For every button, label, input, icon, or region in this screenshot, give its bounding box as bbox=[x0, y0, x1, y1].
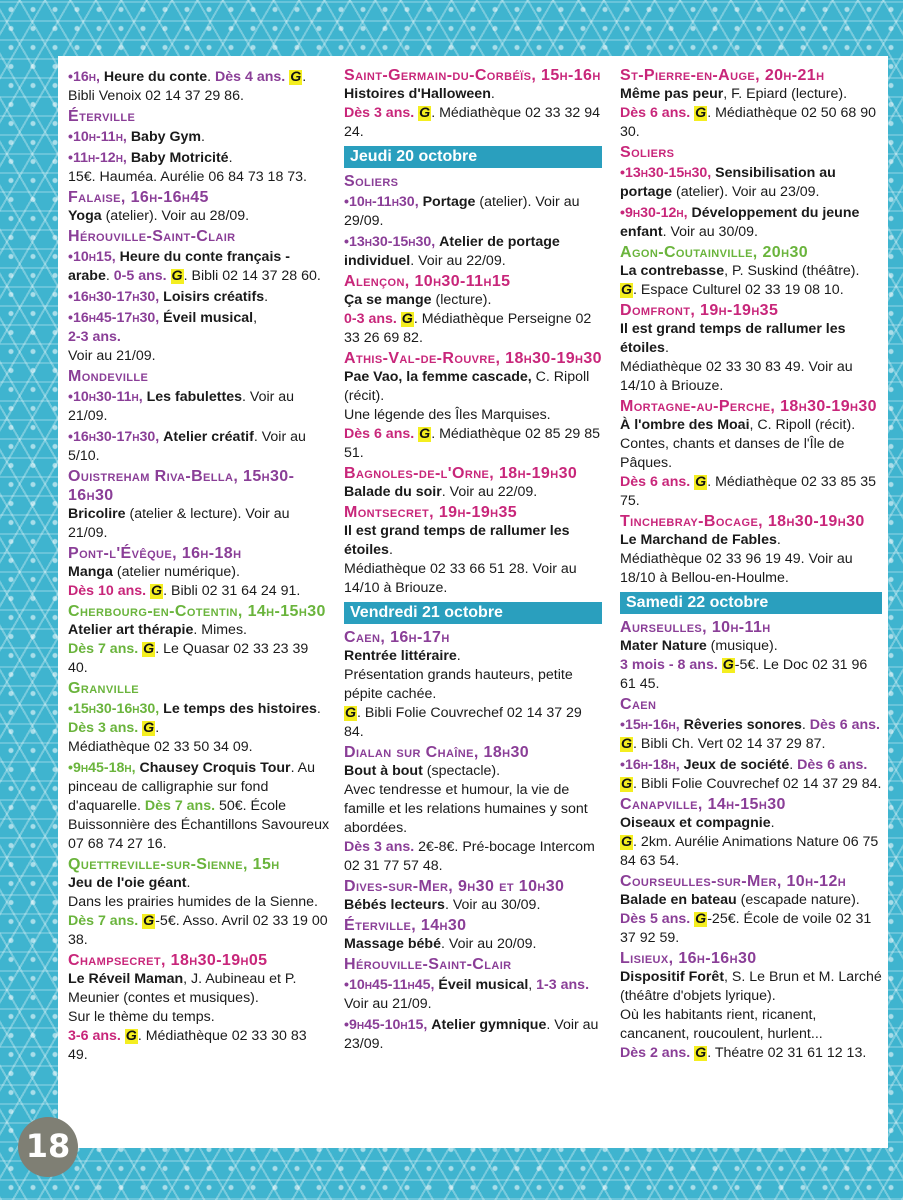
gratuit-badge: G bbox=[621, 834, 633, 850]
place-heading: Mortagne-au-Perche, 18h30-19h30 bbox=[620, 398, 877, 415]
event-item: Pae Vao, la femme cascade, C. Ripoll (récit). Une légende des Îles Marquises. Dès 6 ans. G. Médiathèque 02 85 29 85 51. bbox=[344, 369, 601, 461]
gratuit-badge: G bbox=[419, 105, 431, 121]
place-heading: Champsecret, 18h30-19h05 bbox=[68, 952, 268, 969]
event-item: •15h-16h, Rêveries sonores. Dès 6 ans. G. Bibli Ch. Vert 02 14 37 29 87. bbox=[620, 717, 880, 752]
gratuit-badge: G bbox=[722, 657, 734, 673]
event-item: Oiseaux et compagnie. G. 2km. Aurélie Animations Nature 06 75 84 63 54. bbox=[620, 815, 879, 869]
agenda-column-2 bbox=[344, 66, 602, 1055]
place-heading: Alençon, 10h30-11h15 bbox=[344, 273, 511, 290]
place-heading: Aurseulles, 10h-11h bbox=[620, 619, 771, 636]
gratuit-badge: G bbox=[151, 583, 163, 599]
place-heading: Mondeville bbox=[68, 368, 149, 385]
event-item: Rentrée littéraire. Présentation grands hauteurs, petite pépite cachée. G. Bibli Folie Couvrechef 02 14 37 29 84. bbox=[344, 648, 582, 740]
event-item: Il est grand temps de rallumer les étoiles. Médiathèque 02 33 66 51 28. Voir au 14/10 à Briouze. bbox=[344, 523, 577, 596]
event-item: Bout à bout (spectacle). Avec tendresse et humour, la vie de famille et les relations humaines y sont abordées. Dès 3 ans. 2€-8€. Pré-bocage Intercom 02 31 77 57 48. bbox=[344, 763, 595, 874]
gratuit-badge: G bbox=[143, 913, 155, 929]
event-item: Ça se mange (lecture). 0-3 ans. G. Médiathèque Perseigne 02 33 26 69 82. bbox=[344, 292, 592, 346]
gratuit-badge: G bbox=[621, 776, 633, 792]
place-heading: Éterville bbox=[68, 108, 136, 125]
place-heading: Ouistreham Riva-Bella, 15h30-16h30 bbox=[68, 468, 295, 504]
gratuit-badge: G bbox=[621, 736, 633, 752]
gratuit-badge: G bbox=[345, 705, 357, 721]
event-item: Dispositif Forêt, S. Le Brun et M. Larché (théâtre d'objets lyrique). Où les habitants rient, ricanent, cancanent, roucoulent, hurlent... Dès 2 ans. G. Théatre 02 31 61 12 13. bbox=[620, 969, 882, 1061]
event-item: Le Réveil Maman, J. Aubineau et P. Meunier (contes et musiques). Sur le thème du temps. 3-6 ans. G. Médiathèque 02 33 30 83 49. bbox=[68, 971, 307, 1063]
event-item: Bébés lecteurs. Voir au 30/09. bbox=[344, 897, 541, 913]
agenda-column-1 bbox=[68, 66, 330, 1066]
gratuit-badge: G bbox=[419, 426, 431, 442]
event-item: •11h-12h, Baby Motricité. 15€. Hauméa. Aurélie 06 84 73 18 73. bbox=[68, 150, 307, 185]
place-heading: Soliers bbox=[620, 144, 675, 161]
place-heading: Tinchebray-Bocage, 18h30-19h30 bbox=[620, 513, 865, 530]
event-item: •16h45-17h30, Éveil musical, 2-3 ans. Voir au 21/09. bbox=[68, 310, 258, 364]
event-item: •10h30-11h, Les fabulettes. Voir au 21/09. bbox=[68, 389, 295, 424]
place-heading: Falaise, 16h-16h45 bbox=[68, 189, 209, 206]
gratuit-badge: G bbox=[621, 282, 633, 298]
place-heading: Montsecret, 19h-19h35 bbox=[344, 504, 518, 521]
event-item: •9h45-18h, Chausey Croquis Tour. Au pinceau de calligraphie sur fond d'aquarelle. Dès 7 ans. 50€. École Buissonnière des Échantillons Savoureux 07 68 74 27 16. bbox=[68, 760, 330, 852]
day-header: Samedi 22 octobre bbox=[620, 592, 882, 614]
page-number: 18 bbox=[18, 1117, 78, 1177]
event-item: •10h-11h30, Portage (atelier). Voir au 29/09. bbox=[344, 194, 580, 229]
event-item: Il est grand temps de rallumer les étoiles. Médiathèque 02 33 30 83 49. Voir au 14/10 à Briouze. bbox=[620, 321, 853, 394]
place-heading: Cherbourg-en-Cotentin, 14h-15h30 bbox=[68, 603, 326, 620]
event-item: Atelier art thérapie. Mimes. Dès 7 ans. G. Le Quasar 02 33 23 39 40. bbox=[68, 622, 309, 676]
place-heading: Pont-l'Évêque, 16h-18h bbox=[68, 545, 242, 562]
event-item: Même pas peur, F. Epiard (lecture). Dès 6 ans. G. Médiathèque 02 50 68 90 30. bbox=[620, 86, 877, 140]
place-heading: Dives-sur-Mer, 9h30 et 10h30 bbox=[344, 878, 565, 895]
place-heading: Dialan sur Chaîne, 18h30 bbox=[344, 744, 530, 761]
place-heading: Hérouville-Saint-Clair bbox=[344, 956, 512, 973]
event-item: Histoires d'Halloween. Dès 3 ans. G. Médiathèque 02 33 32 94 24. bbox=[344, 86, 601, 140]
place-heading: Quettreville-sur-Sienne, 15h bbox=[68, 856, 280, 873]
event-item: Balade du soir. Voir au 22/09. bbox=[344, 484, 538, 500]
agenda-page bbox=[58, 56, 888, 1148]
gratuit-badge: G bbox=[143, 720, 155, 736]
gratuit-badge: G bbox=[695, 1045, 707, 1061]
event-item: •16h-18h, Jeux de société. Dès 6 ans. G. Bibli Folie Couvrechef 02 14 37 29 84. bbox=[620, 757, 882, 792]
event-item: Le Marchand de Fables. Médiathèque 02 33 96 19 49. Voir au 18/10 à Bellou-en-Houlme. bbox=[620, 532, 853, 586]
place-heading: Saint-Germain-du-Corbéïs, 15h-16h bbox=[344, 67, 601, 84]
event-item: •10h15, Heure du conte français - arabe. 0-5 ans. G. Bibli 02 14 37 28 60. bbox=[68, 249, 321, 284]
place-heading: Hérouville-Saint-Clair bbox=[68, 228, 236, 245]
place-heading: Éterville, 14h30 bbox=[344, 917, 467, 934]
event-item: •9h45-10h15, Atelier gymnique. Voir au 23/09. bbox=[344, 1017, 599, 1052]
event-item: Yoga (atelier). Voir au 28/09. bbox=[68, 208, 250, 224]
place-heading: Domfront, 19h-19h35 bbox=[620, 302, 779, 319]
place-heading: Courseulles-sur-Mer, 10h-12h bbox=[620, 873, 847, 890]
agenda-column-3 bbox=[620, 66, 882, 1064]
gratuit-badge: G bbox=[171, 268, 183, 284]
event-item: Massage bébé. Voir au 20/09. bbox=[344, 936, 537, 952]
place-heading: Caen bbox=[620, 696, 657, 713]
event-item: La contrebasse, P. Suskind (théâtre). G. Espace Culturel 02 33 19 08 10. bbox=[620, 263, 860, 298]
place-heading: Canapville, 14h-15h30 bbox=[620, 796, 786, 813]
place-heading: Athis-Val-de-Rouvre, 18h30-19h30 bbox=[344, 350, 602, 367]
event-item: •16h30-17h30, Loisirs créatifs. bbox=[68, 289, 269, 305]
event-item: •9h30-12h, Développement du jeune enfant. Voir au 30/09. bbox=[620, 205, 860, 240]
event-item: •13h30-15h30, Sensibilisation au portage (atelier). Voir au 23/09. bbox=[620, 165, 836, 200]
gratuit-badge: G bbox=[143, 641, 155, 657]
gratuit-badge: G bbox=[290, 69, 302, 85]
event-item: Mater Nature (musique). 3 mois - 8 ans. G-5€. Le Doc 02 31 96 61 45. bbox=[620, 638, 868, 692]
gratuit-badge: G bbox=[401, 311, 413, 327]
gratuit-badge: G bbox=[695, 911, 707, 927]
place-heading: Lisieux, 16h-16h30 bbox=[620, 950, 757, 967]
place-heading: Granville bbox=[68, 680, 140, 697]
event-item: •10h-11h, Baby Gym. bbox=[68, 129, 205, 145]
event-item: Balade en bateau (escapade nature). Dès 5 ans. G-25€. École de voile 02 31 37 92 59. bbox=[620, 892, 872, 946]
day-header: Vendredi 21 octobre bbox=[344, 602, 602, 624]
event-item: •13h30-15h30, Atelier de portage individuel. Voir au 22/09. bbox=[344, 234, 560, 269]
event-item: •15h30-16h30, Le temps des histoires. Dès 3 ans. G. Médiathèque 02 33 50 34 09. bbox=[68, 701, 321, 755]
place-heading: Agon-Coutainville, 20h30 bbox=[620, 244, 809, 261]
place-heading: Soliers bbox=[344, 173, 399, 190]
event-item: •16h30-17h30, Atelier créatif. Voir au 5/10. bbox=[68, 429, 306, 464]
event-item: •16h, Heure du conte. Dès 4 ans. G. Bibli Venoix 02 14 37 29 86. bbox=[68, 69, 307, 104]
place-heading: Bagnoles-de-l'Orne, 18h-19h30 bbox=[344, 465, 578, 482]
event-item: Bricolire (atelier & lecture). Voir au 21/09. bbox=[68, 506, 290, 541]
gratuit-badge: G bbox=[125, 1028, 137, 1044]
event-item: •10h45-11h45, Éveil musical, 1-3 ans. Voir au 21/09. bbox=[344, 977, 590, 1012]
event-item: À l'ombre des Moai, C. Ripoll (récit). Contes, chants et danses de l'Île de Pâques. Dès 6 ans. G. Médiathèque 02 33 85 35 75. bbox=[620, 417, 877, 509]
place-heading: St-Pierre-en-Auge, 20h-21h bbox=[620, 67, 825, 84]
gratuit-badge: G bbox=[695, 474, 707, 490]
day-header: Jeudi 20 octobre bbox=[344, 146, 602, 168]
gratuit-badge: G bbox=[695, 105, 707, 121]
event-item: Manga (atelier numérique). Dès 10 ans. G. Bibli 02 31 64 24 91. bbox=[68, 564, 301, 599]
place-heading: Caen, 16h-17h bbox=[344, 629, 450, 646]
event-item: Jeu de l'oie géant. Dans les prairies humides de la Sienne. Dès 7 ans. G-5€. Asso. Avril 02 33 19 00 38. bbox=[68, 875, 328, 948]
